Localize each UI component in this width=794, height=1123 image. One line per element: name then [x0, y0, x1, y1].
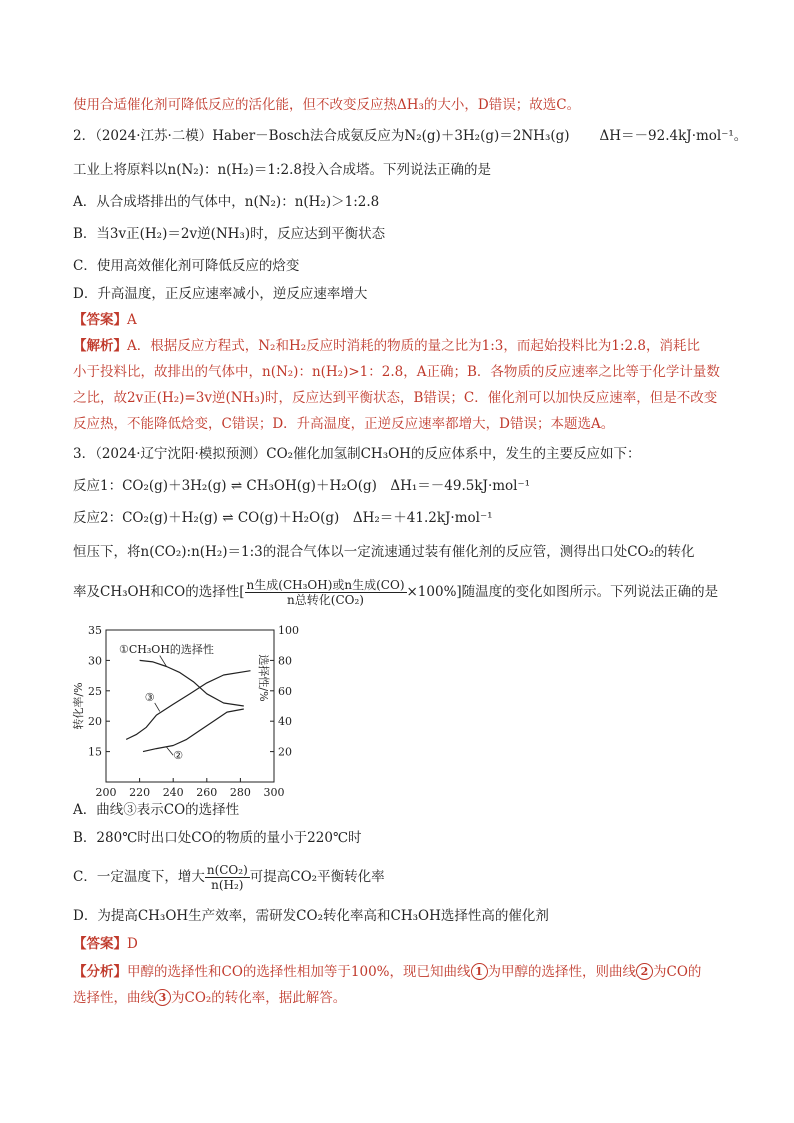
- x-tick-label: 240: [162, 786, 184, 798]
- q3-fenxi-line1: 【分析】甲醇的选择性和CO的选择性相加等于100%，现已知曲线 1 为甲醇的选择性，则曲线 2 为CO的: [73, 964, 702, 980]
- left-tick-label: 25: [88, 684, 102, 698]
- chart-curves: [126, 660, 250, 751]
- right-axis-label: 选择性/%: [257, 654, 270, 702]
- x-tick-label: 280: [229, 786, 251, 798]
- x-tick-label: 220: [129, 786, 151, 798]
- q2-analysis-line2: 小于投料比，故排出的气体中，n(N₂)：n(H₂)>1：2.8，A正确；B．各物质的反应速率之比等于化学计量数: [73, 364, 720, 380]
- curve-2: [143, 709, 244, 752]
- q3-option-a: A．曲线③表示CO的选择性: [73, 802, 240, 818]
- q2-option-a: A．从合成塔排出的气体中，n(N₂)：n(H₂)＞1:2.8: [73, 194, 380, 210]
- q2-option-b: B．当3v正(H₂)＝2v逆(NH₃)时，反应达到平衡状态: [73, 226, 386, 242]
- q3-answer: 【答案】D: [73, 936, 138, 952]
- ratio-fraction: $\frac{\text{n(CO₂)}}{\text{n(H₂)}}$: [206, 863, 248, 892]
- q3-option-c: C．一定温度下，增大 $\frac{\text{n(CO₂)}}{\text{n(H₂)}}$ 可提高CO₂平衡转化率: [73, 863, 385, 892]
- q2-stem-line1: 2．（2024·江苏·二模）Haber－Bosch法合成氨反应为N₂(g)＋3H₂(g)＝2NH₃(g) ΔH＝－92.4kJ·mol⁻¹。: [73, 128, 748, 144]
- circled-1-icon: 1: [471, 963, 488, 980]
- q3-stem-line3: 率及CH₃OH和CO的选择性[ $\frac{\text{n生成(CH₃OH)或n生成(CO)}}{\text{n总转化(CO₂)}}$ ×100%]随温度的变化如图所示。下列说法正确的是: [73, 578, 719, 607]
- right-tick-label: 100: [278, 624, 299, 637]
- right-tick-label: 40: [278, 715, 292, 729]
- q2-option-c: C．使用高效催化剂可降低反应的焓变: [73, 258, 300, 274]
- left-tick-label: 20: [88, 715, 102, 729]
- left-tick-label: 15: [88, 745, 102, 759]
- left-tick-label: 35: [88, 624, 102, 637]
- q3-fenxi-line2: 选择性，曲线 3 为CO₂的转化率，据此解答。: [73, 990, 347, 1006]
- chart-labels: [119, 642, 214, 762]
- prev-analysis-end: 使用合适催化剂可降低反应的活化能，但不改变反应热ΔH₃的大小，D错误；故选C。: [73, 97, 581, 113]
- selectivity-fraction: $\frac{\text{n生成(CH₃OH)或n生成(CO)}}{\text{n总转化(CO₂)}}$: [246, 578, 405, 607]
- curve-3: [126, 671, 250, 740]
- q3-option-d: D．为提高CH₃OH生产效率，需研发CO₂转化率高和CH₃OH选择性高的催化剂: [73, 908, 549, 924]
- q3-stem-line1: 3．（2024·辽宁沈阳·模拟预测）CO₂催化加氢制CH₃OH的反应体系中，发生的主要反应如下：: [73, 446, 641, 462]
- q2-analysis-line1: 【解析】A．根据反应方程式，N₂和H₂反应时消耗的物质的量之比为1:3，而起始投料比为1:2.8，消耗比: [73, 338, 700, 354]
- q2-analysis-line3: 之比，故2v正(H₂)=3v逆(NH₃)时，反应达到平衡状态，B错误；C．催化剂可以加快反应速率，但是不改变: [73, 390, 718, 406]
- right-tick-label: 80: [278, 654, 292, 668]
- q2-stem-line2: 工业上将原料以n(N₂)：n(H₂)＝1:2.8投入合成塔。下列说法正确的是: [73, 162, 491, 178]
- conversion-selectivity-chart: [70, 618, 310, 798]
- left-axis-label: 转化率/%: [72, 682, 85, 730]
- curve-label-3: ②: [173, 748, 184, 762]
- x-tick-label: 260: [196, 786, 218, 798]
- x-tick-label: 300: [263, 786, 285, 798]
- curve-label-2: ③: [144, 691, 155, 705]
- q2-answer: 【答案】A: [73, 312, 137, 328]
- right-tick-label: 20: [278, 745, 292, 759]
- curve-1: [140, 660, 244, 706]
- curve-label-1: ①CH₃OH的选择性: [119, 643, 214, 657]
- q2-option-d: D．升高温度，正反应速率减小，逆反应速率增大: [73, 286, 368, 302]
- left-tick-label: 30: [88, 654, 102, 668]
- q3-reaction-1: 反应1：CO₂(g)＋3H₂(g) ⇌ CH₃OH(g)＋H₂O(g) ΔH₁＝－49.5kJ·mol⁻¹: [73, 478, 531, 494]
- q3-reaction-2: 反应2：CO₂(g)＋H₂(g) ⇌ CO(g)＋H₂O(g) ΔH₂＝＋41.2kJ·mol⁻¹: [73, 510, 493, 526]
- x-tick-label: 200: [95, 786, 117, 798]
- q3-option-b: B．280℃时出口处CO的物质的量小于220℃时: [73, 830, 362, 846]
- q3-stem-line2: 恒压下，将n(CO₂):n(H₂)＝1:3的混合气体以一定流速通过装有催化剂的反应管，测得出口处CO₂的转化: [73, 544, 695, 560]
- right-tick-label: 60: [278, 684, 292, 698]
- circled-2-icon: 2: [636, 963, 653, 980]
- leader-2: [166, 747, 173, 755]
- q2-analysis-line4: 反应热，不能降低焓变，C错误；D．升高温度，正逆反应速率都增大，D错误；本题选A。: [73, 416, 615, 432]
- circled-3-icon: 3: [154, 989, 171, 1006]
- leader-3: [155, 703, 160, 712]
